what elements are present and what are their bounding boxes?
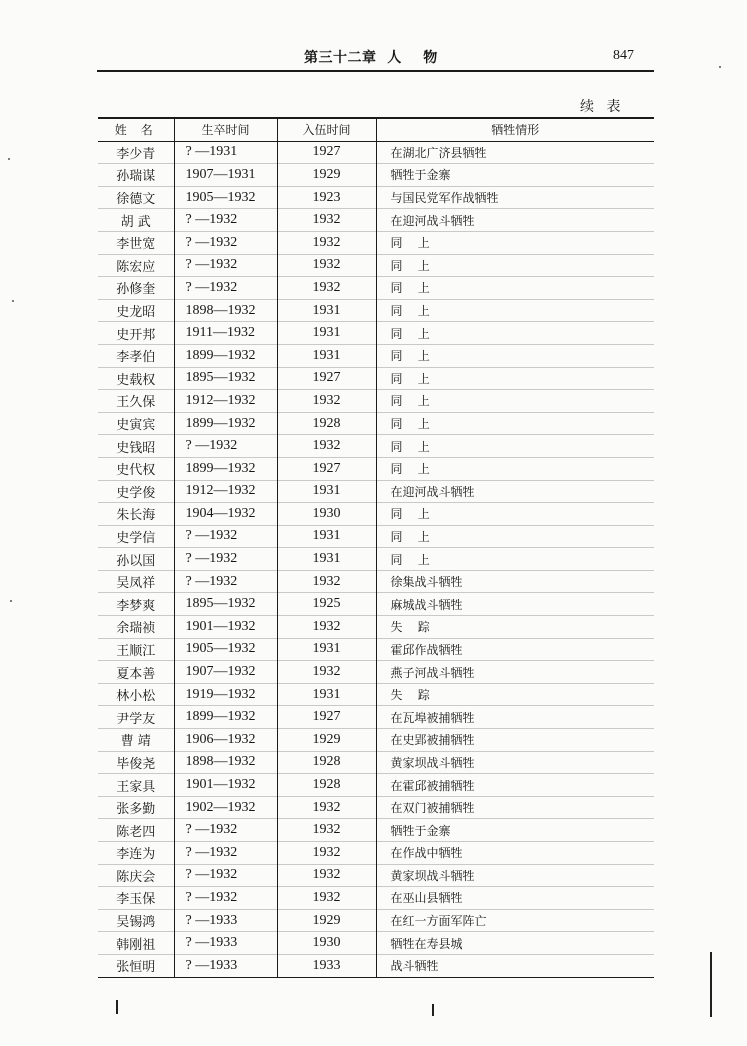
header-rule [97,70,654,72]
lifespan-cell: 1904—1932 [174,503,277,526]
lifespan-cell: ? —1932 [174,819,277,842]
table-row [98,638,654,661]
martyrs-table [98,117,654,978]
sacrifice-cell: 同 上 [376,367,654,390]
lifespan-cell: ? —1933 [174,954,277,977]
sacrifice-cell: 同 上 [376,548,654,571]
sacrifice-cell: 同 上 [376,457,654,480]
scan-speck [8,158,10,160]
table-row [98,616,654,639]
scan-speck [719,66,721,68]
lifespan-cell: ? —1931 [174,141,277,164]
lifespan-cell: 1905—1932 [174,638,277,661]
enlistment-cell: 1932 [277,254,376,277]
table-row [98,661,654,684]
lifespan-cell: ? —1932 [174,887,277,910]
enlistment-cell: 1923 [277,186,376,209]
sacrifice-cell: 同 上 [376,435,654,458]
name-cell: 陈庆会 [98,864,174,887]
enlistment-cell: 1931 [277,638,376,661]
sacrifice-cell: 失 踪 [376,683,654,706]
name-cell: 李世宽 [98,231,174,254]
lifespan-cell: ? —1932 [174,842,277,865]
sacrifice-cell: 同 上 [376,299,654,322]
enlistment-cell: 1928 [277,774,376,797]
column-header-lifespan: 生卒时间 [174,118,277,141]
name-cell: 孙瑞谋 [98,164,174,187]
enlistment-cell: 1932 [277,616,376,639]
name-cell: 孙以国 [98,548,174,571]
enlistment-cell: 1929 [277,909,376,932]
table-row [98,548,654,571]
lifespan-cell: 1899—1932 [174,457,277,480]
enlistment-cell: 1933 [277,954,376,977]
lifespan-cell: 1895—1932 [174,367,277,390]
table-row [98,593,654,616]
scan-speck [10,600,12,602]
lifespan-cell: ? —1932 [174,548,277,571]
column-header-sacrifice: 牺牲情形 [491,123,540,138]
table-row [98,367,654,390]
name-cell: 李少青 [98,141,174,164]
name-cell: 陈宏应 [98,254,174,277]
sacrifice-cell: 在巫山县牺牲 [376,887,654,910]
sacrifice-cell: 在迎河战斗牺牲 [376,209,654,232]
enlistment-cell: 1931 [277,683,376,706]
name-cell: 林小松 [98,683,174,706]
lifespan-cell: 1912—1932 [174,390,277,413]
enlistment-cell: 1931 [277,480,376,503]
table-row [98,186,654,209]
lifespan-cell: ? —1932 [174,231,277,254]
name-cell: 胡 武 [98,209,174,232]
sacrifice-cell: 在瓦埠被捕牺牲 [376,706,654,729]
enlistment-cell: 1932 [277,887,376,910]
table-row [98,344,654,367]
enlistment-cell: 1931 [277,344,376,367]
scan-mark [432,1004,434,1016]
lifespan-cell: 1911—1932 [174,322,277,345]
sacrifice-cell: 在湖北广济县牺牲 [390,145,487,160]
lifespan-cell: ? —1932 [174,209,277,232]
sacrifice-cell: 在史郢被捕牺牲 [376,729,654,752]
name-cell: 吴凤祥 [98,570,174,593]
table-row [98,231,654,254]
name-cell: 李梦爽 [98,593,174,616]
lifespan-cell: ? —1932 [174,435,277,458]
lifespan-cell: ? —1932 [174,570,277,593]
name-cell: 尹学友 [98,706,174,729]
enlistment-cell: 1932 [277,277,376,300]
table-row [98,887,654,910]
column-header-name: 姓名 [98,118,174,141]
enlistment-cell: 1931 [277,299,376,322]
sacrifice-cell: 同 上 [376,231,654,254]
name-cell: 史寅宾 [98,412,174,435]
name-cell: 王久保 [98,390,174,413]
enlistment-cell: 1932 [277,661,376,684]
table-row [98,480,654,503]
name-cell: 孙修奎 [98,277,174,300]
enlistment-cell: 1927 [277,457,376,480]
scan-mark [710,952,712,1017]
sacrifice-cell: 同 上 [376,344,654,367]
name-cell: 李玉保 [98,887,174,910]
scan-speck [12,300,14,302]
enlistment-cell: 1931 [277,322,376,345]
sacrifice-cell: 霍邱作战牺牲 [376,638,654,661]
enlistment-cell: 1928 [277,412,376,435]
lifespan-cell: 1901—1932 [174,774,277,797]
lifespan-cell: ? —1933 [174,932,277,955]
enlistment-cell: 1927 [277,706,376,729]
name-cell: 王家具 [98,774,174,797]
enlistment-cell: 1930 [277,932,376,955]
lifespan-cell: 1905—1932 [174,186,277,209]
name-cell: 王顺江 [98,638,174,661]
enlistment-cell: 1932 [277,435,376,458]
table-row [98,774,654,797]
enlistment-cell: 1932 [277,819,376,842]
enlistment-cell: 1931 [277,548,376,571]
lifespan-cell: ? —1932 [174,864,277,887]
enlistment-cell: 1932 [277,796,376,819]
enlistment-cell: 1932 [277,842,376,865]
chapter-title: 第三十二章 人 物 [304,50,438,66]
enlistment-cell: 1928 [277,751,376,774]
enlistment-cell: 1927 [277,141,376,164]
table-row [98,796,654,819]
name-cell: 夏本善 [98,661,174,684]
table-header-row [98,118,654,141]
table-row [98,729,654,752]
sacrifice-cell: 麻城战斗牺牲 [376,593,654,616]
lifespan-cell: ? —1932 [174,277,277,300]
lifespan-cell: ? —1932 [174,254,277,277]
enlistment-cell: 1930 [277,503,376,526]
name-cell: 徐德文 [98,186,174,209]
lifespan-cell: 1906—1932 [174,729,277,752]
table-row [98,954,654,977]
table-row [98,322,654,345]
page-number: 847 [613,48,634,63]
table-row [98,164,654,187]
lifespan-cell: ? —1932 [174,525,277,548]
table-row [98,683,654,706]
table-row [98,412,654,435]
name-cell: 张多勤 [98,796,174,819]
name-cell: 李孝伯 [98,344,174,367]
lifespan-cell: ? —1933 [174,909,277,932]
sacrifice-cell: 同 上 [376,412,654,435]
lifespan-cell: 1898—1932 [174,751,277,774]
table-row [98,706,654,729]
name-cell: 李连为 [98,842,174,865]
table-row [98,435,654,458]
table-row [98,209,654,232]
lifespan-cell: 1899—1932 [174,412,277,435]
enlistment-cell: 1932 [277,231,376,254]
lifespan-cell: 1901—1932 [174,616,277,639]
table-row [98,570,654,593]
table-row [98,909,654,932]
enlistment-cell: 1929 [277,164,376,187]
enlistment-cell: 1925 [277,593,376,616]
lifespan-cell: 1899—1932 [174,344,277,367]
enlistment-cell: 1931 [277,525,376,548]
sacrifice-cell: 在霍邱被捕牺牲 [376,774,654,797]
lifespan-cell: 1898—1932 [174,299,277,322]
sacrifice-cell: 黄家坝战斗牺牲 [376,864,654,887]
sacrifice-cell: 在迎河战斗牺牲 [376,480,654,503]
sacrifice-cell: 同 上 [376,277,654,300]
name-cell: 朱长海 [98,503,174,526]
table-row [98,141,654,164]
sacrifice-cell: 同 上 [376,525,654,548]
name-cell: 余瑞祯 [98,616,174,639]
name-cell: 史龙昭 [98,299,174,322]
table-row [98,390,654,413]
enlistment-cell: 1932 [277,390,376,413]
enlistment-cell: 1932 [277,570,376,593]
name-cell: 史载权 [98,367,174,390]
sacrifice-cell: 牺牲于金寨 [376,164,654,187]
lifespan-cell: 1902—1932 [174,796,277,819]
name-cell: 史钱昭 [98,435,174,458]
sacrifice-cell: 战斗牺牲 [376,954,654,977]
name-cell: 陈老四 [98,819,174,842]
lifespan-cell: 1912—1932 [174,480,277,503]
sacrifice-cell: 失 踪 [376,616,654,639]
table-row [98,842,654,865]
sacrifice-cell: 燕子河战斗牺牲 [376,661,654,684]
name-cell: 毕俊尧 [98,751,174,774]
sacrifice-cell: 徐集战斗牺牲 [376,570,654,593]
name-cell: 史代权 [98,457,174,480]
name-cell: 史学信 [98,525,174,548]
table-row [98,277,654,300]
enlistment-cell: 1929 [277,729,376,752]
table-row [98,932,654,955]
lifespan-cell: 1895—1932 [174,593,277,616]
sacrifice-cell: 在双门被捕牺牲 [376,796,654,819]
sacrifice-cell: 同 上 [376,322,654,345]
table-row [98,457,654,480]
name-cell: 曹 靖 [98,729,174,752]
sacrifice-cell: 黄家坝战斗牺牲 [376,751,654,774]
table-row [98,503,654,526]
lifespan-cell: 1919—1932 [174,683,277,706]
table-row [98,819,654,842]
name-cell: 韩刚祖 [98,932,174,955]
continued-label: 续 表 [580,99,625,115]
sacrifice-cell: 同 上 [376,390,654,413]
name-cell: 吴锡鸿 [98,909,174,932]
table-row [98,751,654,774]
lifespan-cell: 1907—1932 [174,661,277,684]
enlistment-cell: 1932 [277,864,376,887]
sacrifice-cell: 同 上 [376,503,654,526]
table-row [98,254,654,277]
sacrifice-cell: 同 上 [376,254,654,277]
table-row [98,864,654,887]
name-cell: 张恒明 [98,954,174,977]
name-cell: 史开邦 [98,322,174,345]
scan-mark [116,1000,118,1014]
sacrifice-cell: 在作战中牺牲 [376,842,654,865]
enlistment-cell: 1927 [277,367,376,390]
lifespan-cell: 1907—1931 [174,164,277,187]
lifespan-cell: 1899—1932 [174,706,277,729]
table-row [98,299,654,322]
table-row [98,525,654,548]
enlistment-cell: 1932 [277,209,376,232]
sacrifice-cell: 与国民党军作战牺牲 [376,186,654,209]
sacrifice-cell: 牺牲在寿县城 [376,932,654,955]
sacrifice-cell: 牺牲于金寨 [376,819,654,842]
name-cell: 史学俊 [98,480,174,503]
sacrifice-cell: 在红一方面军阵亡 [376,909,654,932]
column-header-enlistment: 入伍时间 [277,118,376,141]
